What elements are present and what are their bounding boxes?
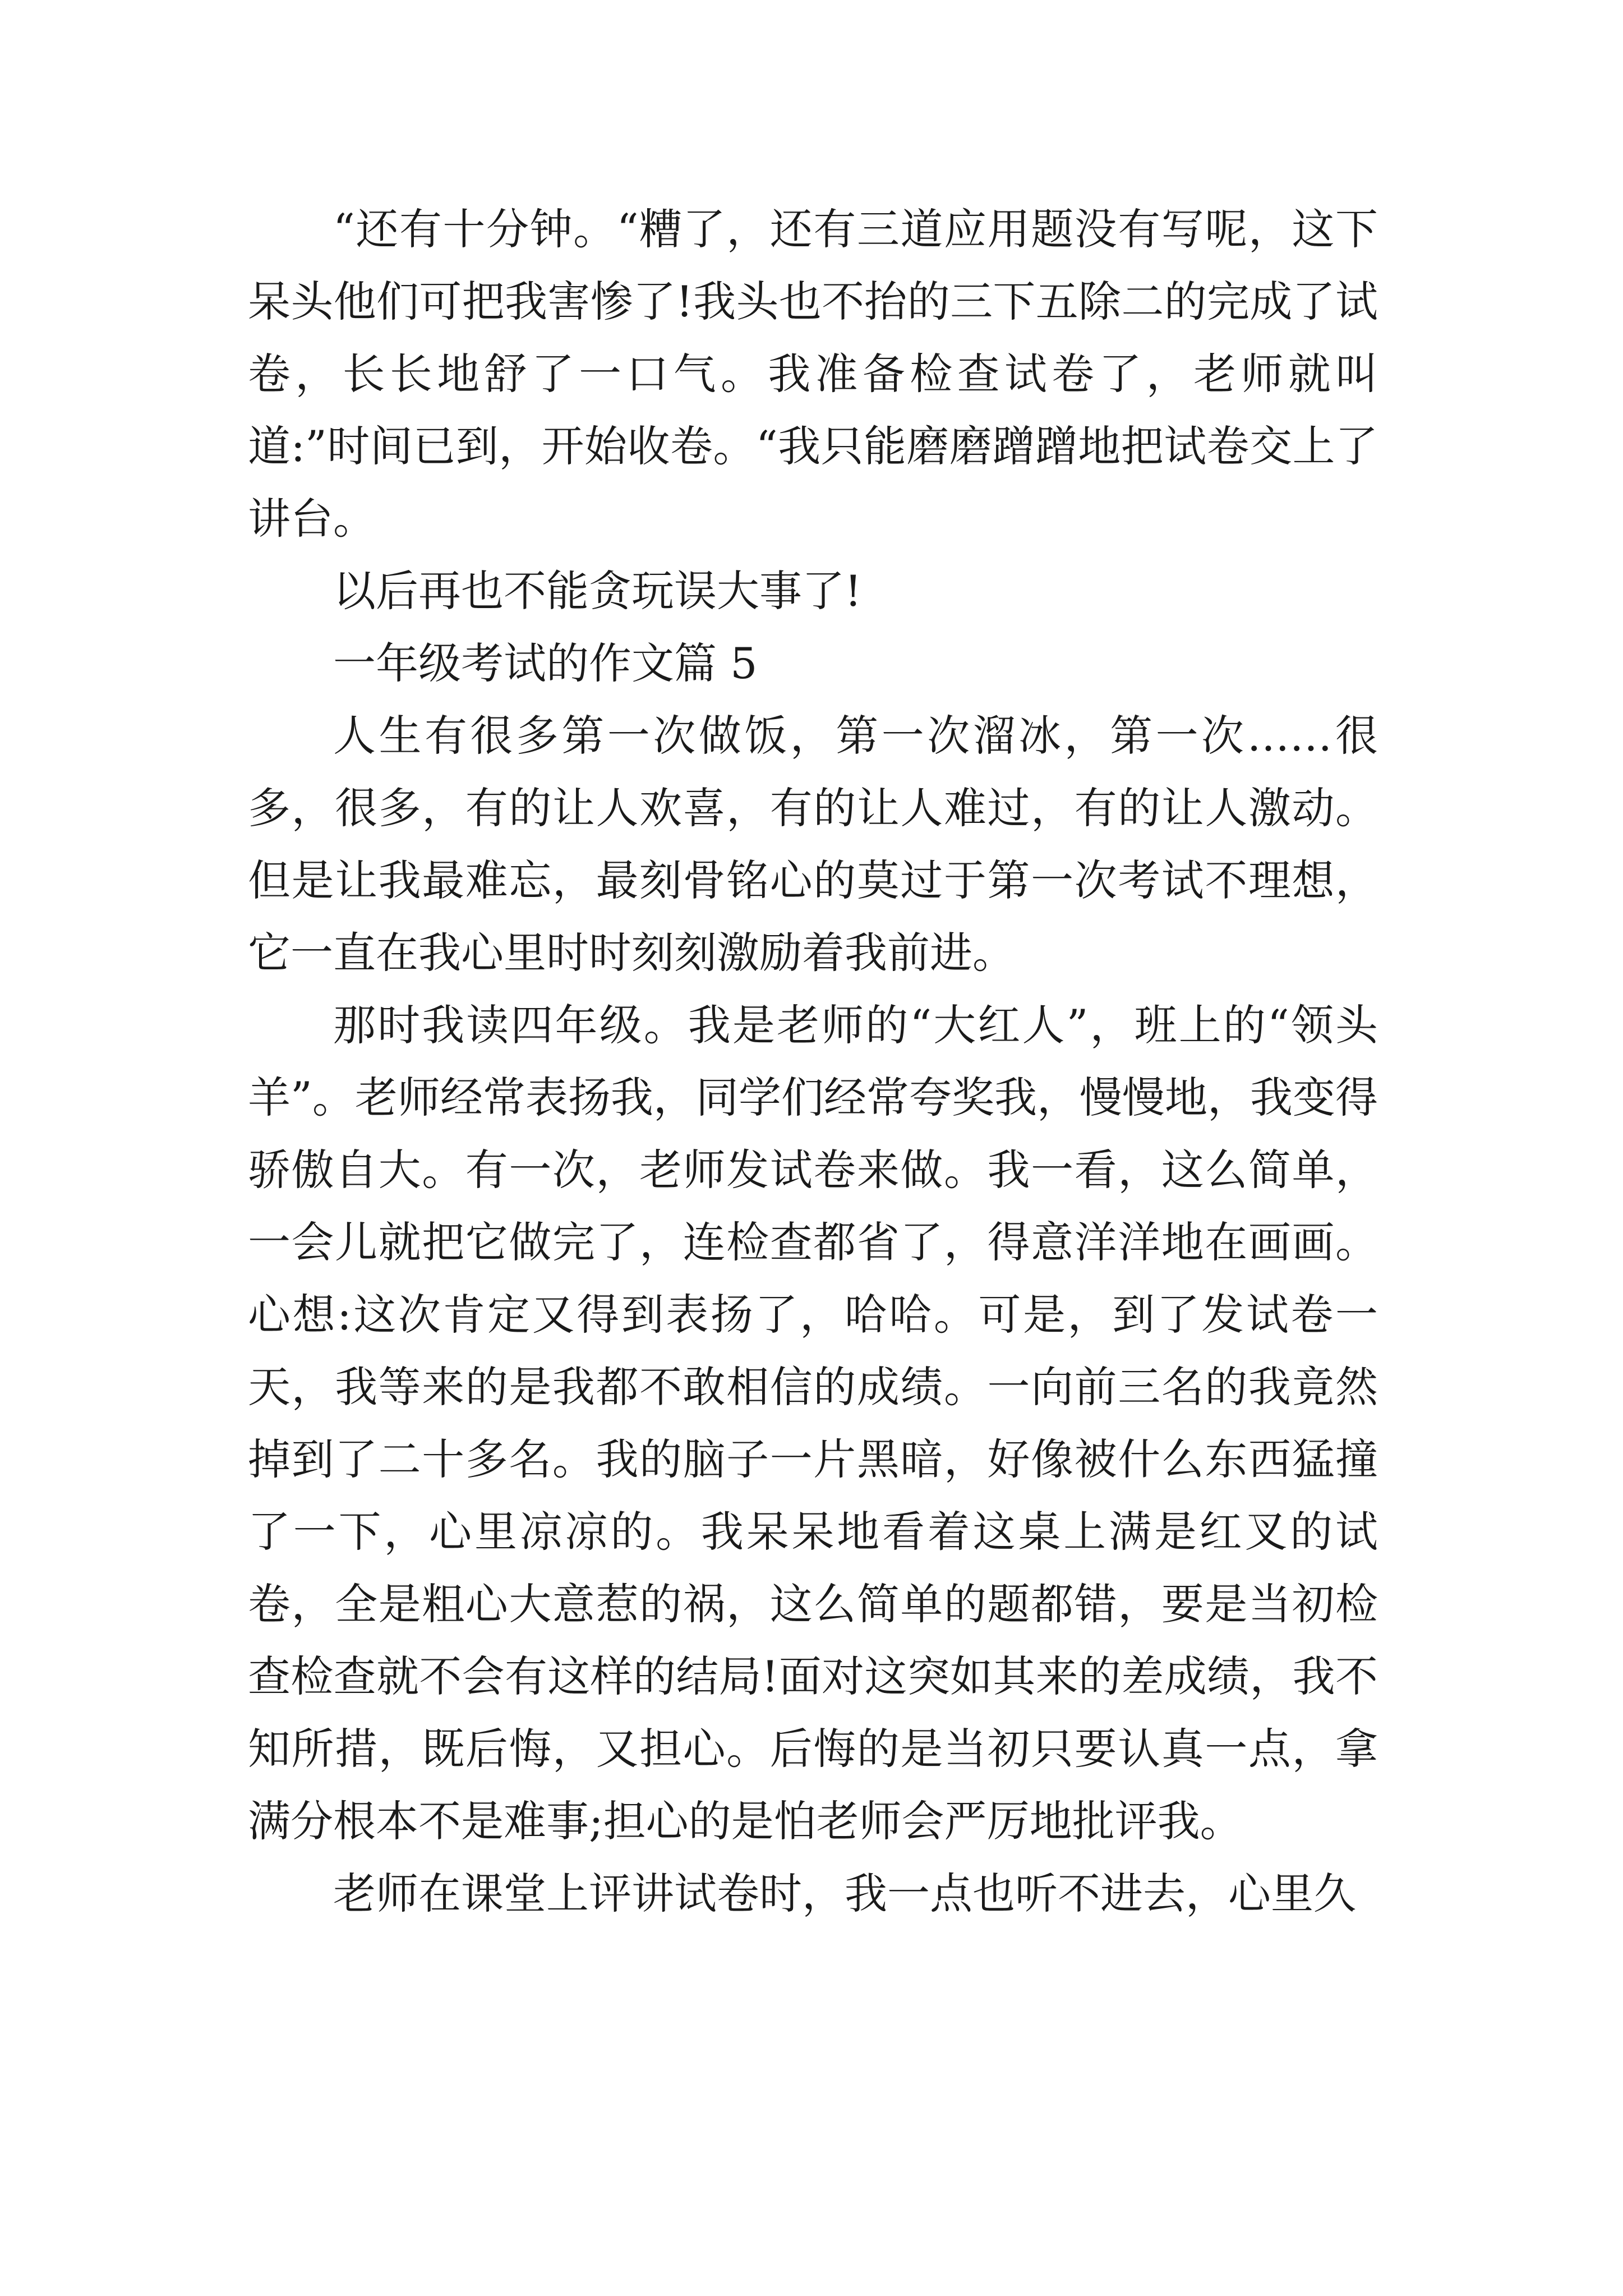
paragraph-exam-ending: “还有十分钟。“糟了，还有三道应用题没有写呢，这下呆头他们可把我害惨了!我头也不抬的三下五除二的完成了试卷，长长地舒了一口气。我准备检查试卷了，老师就叫道:”时间已到，开始收卷。“我只能磨磨蹭蹭地把试卷交上了讲台。 [248,204,1378,544]
paragraph-lesson: 以后再也不能贪玩误大事了! [333,566,862,616]
paragraph-fourth-grade: 那时我读四年级。我是老师的“大红人”，班上的“领头羊”。老师经常表扬我，同学们经常夸奖我，慢慢地，我变得骄傲自大。有一次，老师发试卷来做。我一看，这么简单，一会儿就把它做完了，连检查都省了，得意洋洋地在画画。心想:这次肯定又得到表扬了，哈哈。可是，到了发试卷一天，我等来的是我都不敢相信的成绩。一向前三名的我竟然掉到了二十多名。我的脑子一片黑暗，好像被什么东西猛撞了一下，心里凉凉的。我呆呆地看着这桌上满是红叉的试卷，全是粗心大意惹的祸，这么简单的题都错，要是当初检查检查就不会有这样的结局!面对这突如其来的差成绩，我不知所措，既后悔，又担心。后悔的是当初只要认真一点，拿满分根本不是难事;担心的是怕老师会严厉地批评我。 [248,1000,1378,1846]
section-title: 一年级考试的作文篇 5 [333,638,758,688]
paragraph-first-times: 人生有很多第一次做饭，第一次溜冰，第一次……很多，很多，有的让人欢喜，有的让人难过，有的让人激动。但是让我最难忘，最刻骨铭心的莫过于第一次考试不理想，它一直在我心里时时刻刻激励着我前进。 [248,711,1378,978]
paragraph-teacher-review: 老师在课堂上评讲试卷时，我一点也听不进去，心里久 [333,1869,1356,1918]
essay-body [248,193,1378,1930]
